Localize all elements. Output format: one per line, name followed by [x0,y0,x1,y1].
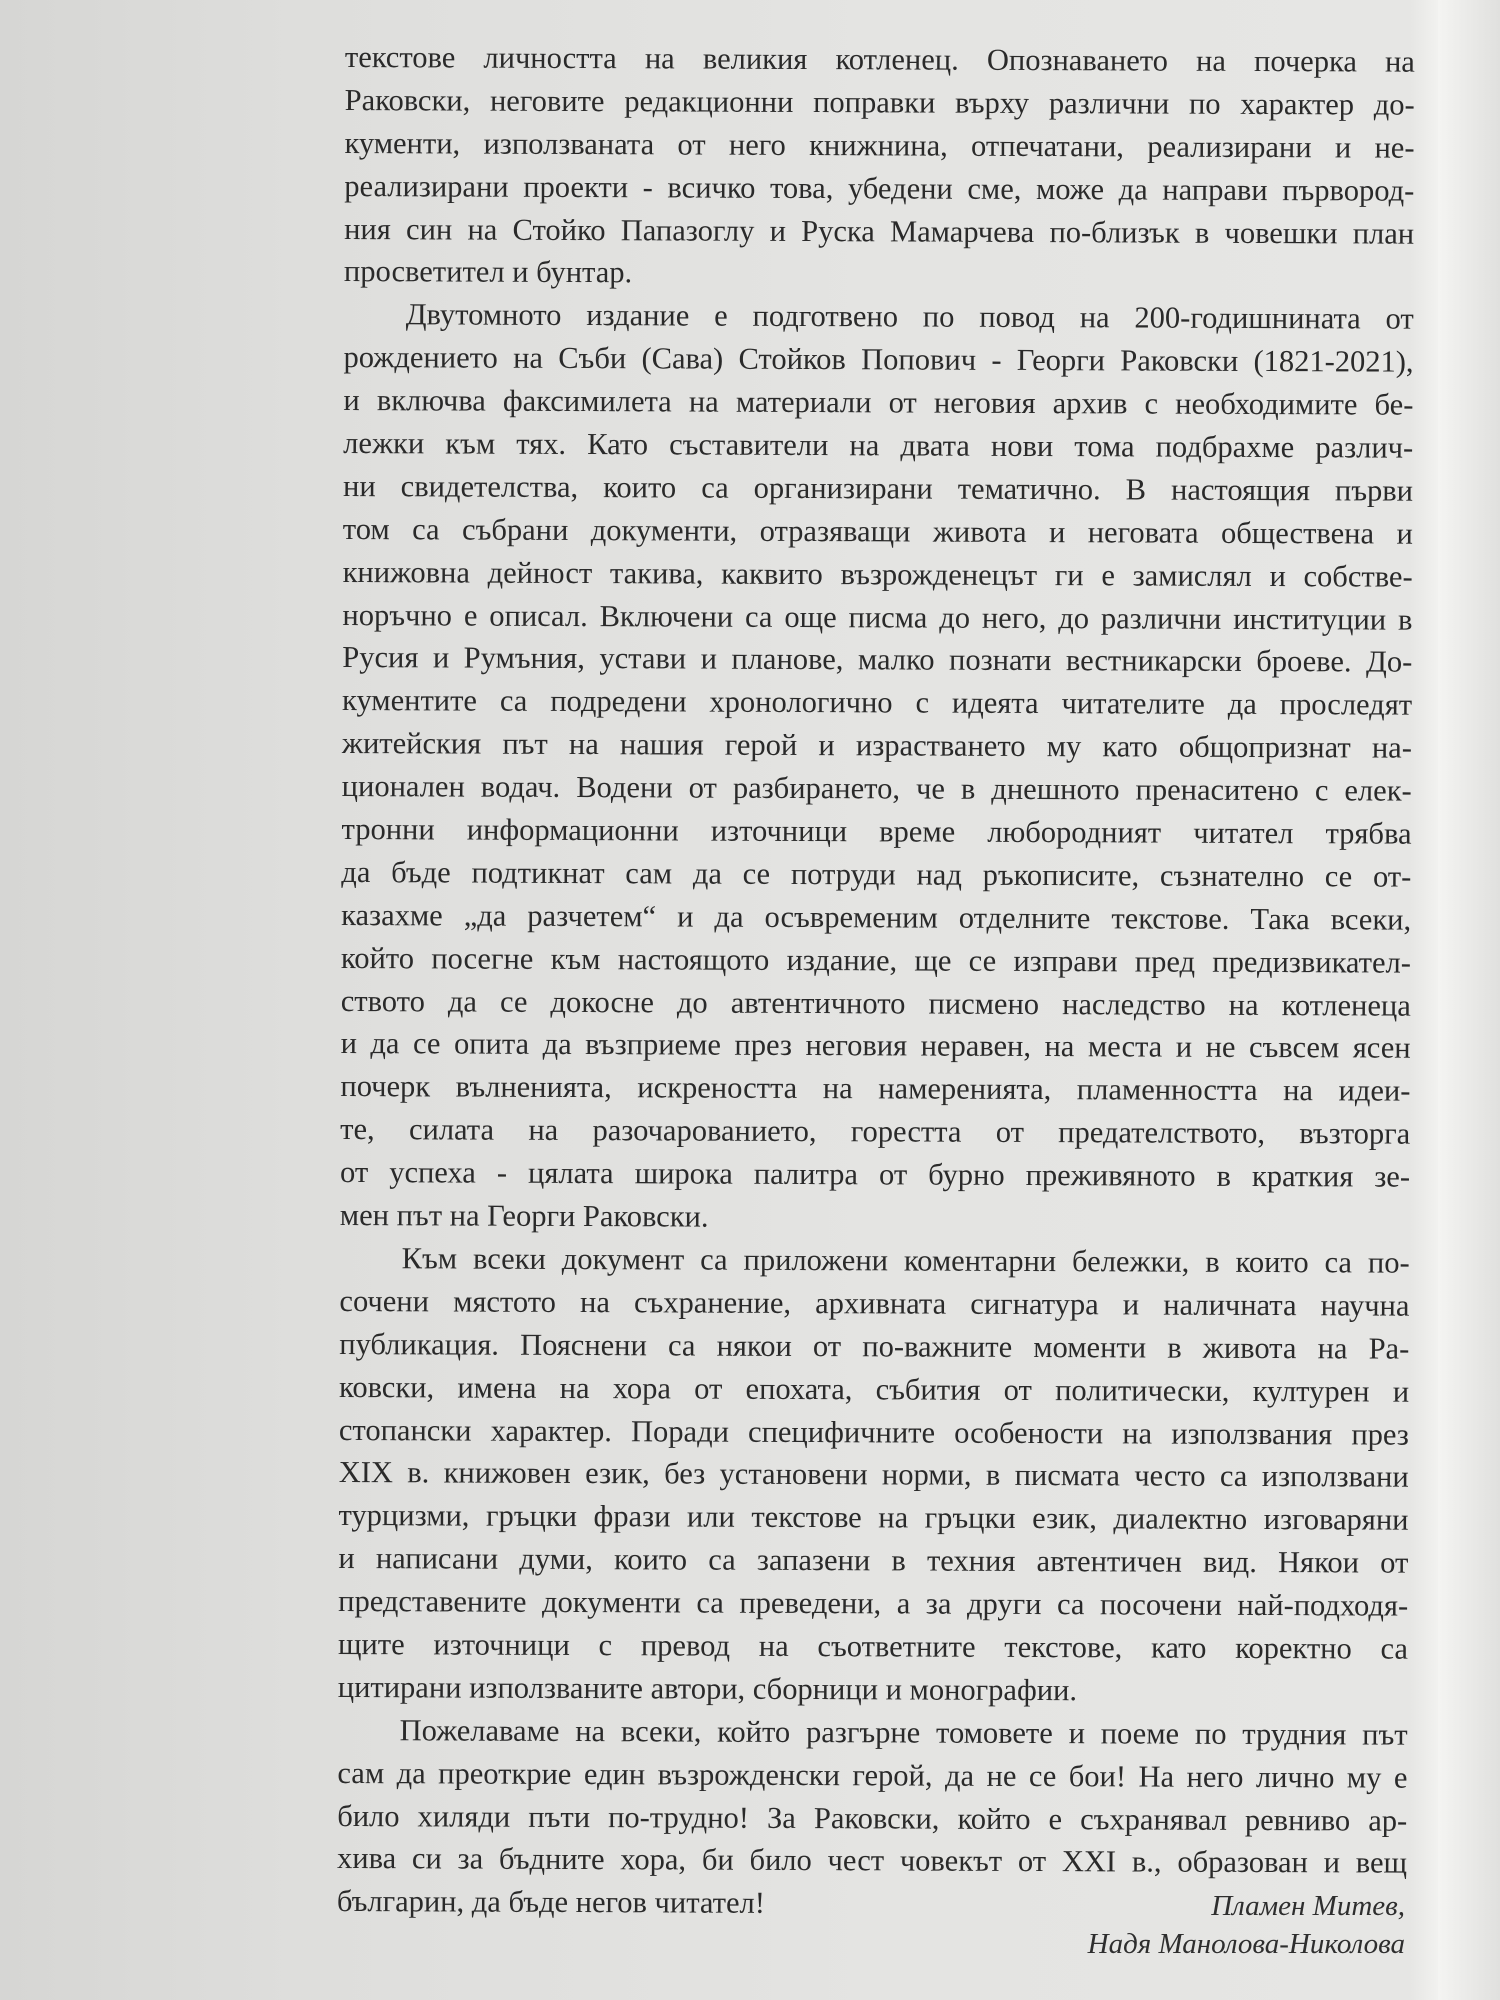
text-line: и написани думи, които са запазени в техния автентичен вид. Някои от [338,1541,1409,1580]
text-line: ния син на Стойко Папазоглу и Руска Мамарчева по-близък в човешки план [344,211,1415,251]
paragraph [344,36,1415,298]
book-page-text [337,36,1415,1928]
text-line: ството да се докосне до автентичното писмено наследство на котленеца [340,983,1411,1023]
text-line: стопански характер. Поради специфичните особености на използвания през [338,1412,1409,1452]
text-line: XIX в. книжовен език, без установени норми, в писмата често са използвани [338,1455,1409,1495]
text-line: който посегне към настоящото издание, ще се изправи пред предизвикател- [340,940,1412,980]
text-line: и да се опита да възприеме през неговия неравен, на места и не съвсем ясен [340,1026,1411,1066]
text-line: Към всеки документ са приложени коментарни бележки, в които са по- [401,1241,1410,1280]
text-line: цитирани използваните автори, сборници и монографии. [337,1669,1078,1708]
text-line: Раковски, неговите редакционни поправки върху различни по характер до- [344,82,1415,122]
text-line: сочени мястото на съхранение, архивната сигнатура и наличната научна [339,1283,1410,1323]
text-line: кументите са подредени хронологично с идеята читателите да проследят [342,683,1413,723]
text-line: българин, да бъде негов читател! [336,1884,766,1921]
text-line: турцизми, гръцки фрази или текстове на гръцки език, диалектно изговаряни [338,1498,1409,1537]
text-line: ни свидетелства, които са организирани тематично. В настоящия първи [342,468,1414,508]
paragraph [338,1237,1410,1713]
text-line: книжовна дейност такива, каквито възрожденецът ги е замислял и собстве- [342,554,1413,594]
text-line: ковски, имена на хора от епохата, събития от политически, културен и [339,1369,1410,1409]
text-line: лежки към тях. Като съставители на двата нови тома подбрахме различ- [343,426,1414,465]
text-line: казахме „да разчетем“ и да осъвременим отделните текстове. Така всеки, [341,897,1412,937]
text-line: реализирани проекти - всичко това, убедени сме, може да направи първород- [344,168,1415,208]
text-line: кументи, използваната от него книжнина, отпечатани, реализирани и не- [344,125,1415,165]
text-line: хива си за бъдните хора, би било чест човекът от XXI в., образован и вещ [336,1841,1408,1881]
text-line: текстове личността на великия котленец. Опознаването на почерка на [344,39,1415,79]
text-line: от успеха - цялата широка палитра от бурно преживяното в краткия зе- [339,1155,1411,1194]
text-line: просветител и бунтар. [343,254,633,290]
text-line: Русия и Румъния, устави и планове, малко познати вестникарски броеве. До- [342,640,1413,680]
text-line: том са събрани документи, отразяващи живота и неговата обществена и [342,511,1413,551]
text-line: да бъде подтикнат сам да се потруди над ръкописите, съзнателно се от- [341,854,1412,894]
text-line: Двутомното издание е подготвено по повод на 200-годишнината от [405,297,1414,337]
text-line: представените документи са преведени, а за други са посочени най-подходя- [338,1584,1409,1623]
text-line: рождението на Съби (Сава) Стойков Попович - Георги Раковски (1821-2021), [343,340,1414,379]
text-line: публикация. Пояснени са някои от по-важните моменти в живота на Ра- [339,1326,1410,1366]
text-line: почерк вълненията, искреността на намеренията, пламенността на идеи- [340,1069,1411,1109]
text-line: сам да преоткрие един възрожденски герой, да не се бои! На него лично му е [337,1755,1408,1795]
text-line: и включва факсимилета на материали от неговия архив с необходимите бе- [343,383,1414,422]
signature-author-2: Надя Манолова-Николова [1087,1928,1405,1960]
text-line: житейския път на нашия герой и израстването му като общопризнат на- [341,726,1412,765]
book-spine-edge [1438,0,1500,2000]
text-line: те, силата на разочарованието, горестта от предателството, възторга [340,1112,1411,1151]
text-line: тронни информационни източници време любородният читател трябва [341,812,1412,851]
signature-author-1: Пламен Митев, [1211,1890,1405,1922]
text-line: било хиляди пъти по-трудно! За Раковски, който е съхранявал ревниво ар- [337,1798,1408,1838]
text-line: щите източници с превод на съответните текстове, като коректно са [337,1626,1409,1666]
text-line: мен път на Георги Раковски. [339,1198,709,1234]
text-line: норъчно е описал. Включени са още писма до него, до различни институции в [342,597,1413,637]
text-line: Пожелаваме на всеки, който разгърне томовете и поеме по трудния път [399,1712,1408,1752]
text-line: ционален водач. Водени от разбирането, че в днешното пренаситено с елек- [341,769,1412,808]
paragraph [340,293,1414,1241]
